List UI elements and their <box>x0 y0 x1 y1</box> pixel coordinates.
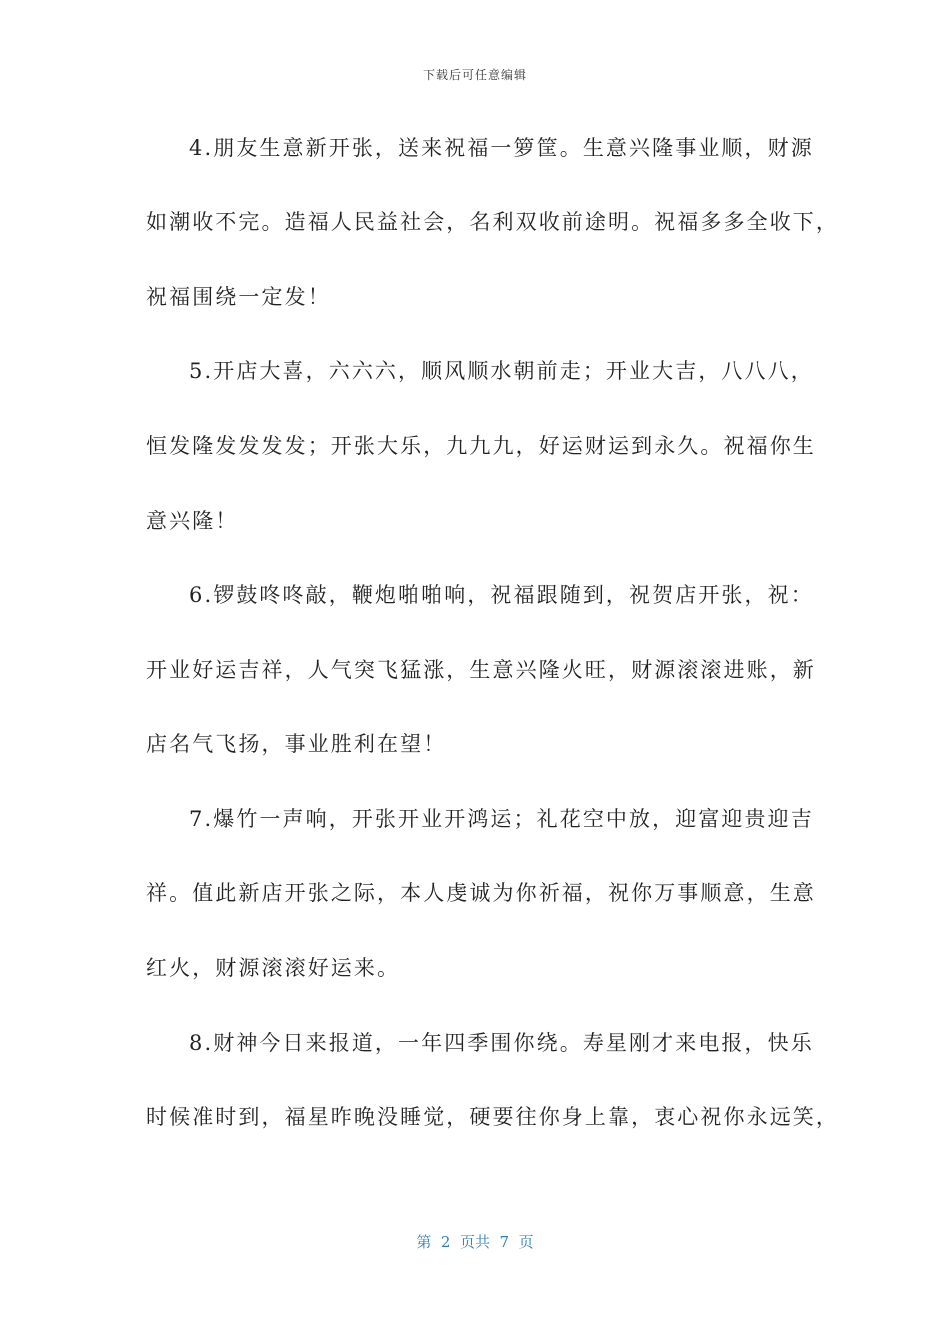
paragraph-line: 时候准时到，福星昨晚没睡觉，硬要往你身上靠，衷心祝你永远笑， <box>146 1105 839 1129</box>
paragraph-line: 4.朋友生意新开张，送来祝福一箩筐。生意兴隆事业顺，财源 <box>189 136 814 160</box>
paragraph-line: 意兴隆！ <box>146 509 239 533</box>
paragraph-line: 开业好运吉祥，人气突飞猛涨，生意兴隆火旺，财源滚滚进账，新 <box>146 658 816 682</box>
page-header: 下载后可任意编辑 <box>422 68 527 82</box>
paragraph-line: 8.财神今日来报道，一年四季围你绕。寿星刚才来电报，快乐 <box>189 1031 814 1055</box>
paragraph-line: 如潮收不完。造福人民益社会，名利双收前途明。祝福多多全收下， <box>146 210 839 234</box>
paragraph-line: 5.开店大喜，六六六，顺风顺水朝前走；开业大吉，八八八， <box>189 359 814 383</box>
page-number-footer: 第 2 页共 7 页 <box>416 1233 534 1251</box>
paragraph-line: 红火，财源滚滚好运来。 <box>146 956 401 980</box>
paragraph-line: 祝福围绕一定发！ <box>146 285 331 309</box>
paragraph-line: 店名气飞扬，事业胜利在望！ <box>146 732 447 756</box>
paragraph-line: 祥。值此新店开张之际，本人虔诚为你祈福，祝你万事顺意，生意 <box>146 881 816 905</box>
paragraph-line: 7.爆竹一声响，开张开业开鸿运；礼花空中放，迎富迎贵迎吉 <box>189 807 814 831</box>
paragraph-line: 6.锣鼓咚咚敲，鞭炮啪啪响，祝福跟随到，祝贺店开张，祝： <box>189 583 814 607</box>
paragraph-line: 恒发隆发发发发；开张大乐，九九九，好运财运到永久。祝福你生 <box>146 434 816 458</box>
